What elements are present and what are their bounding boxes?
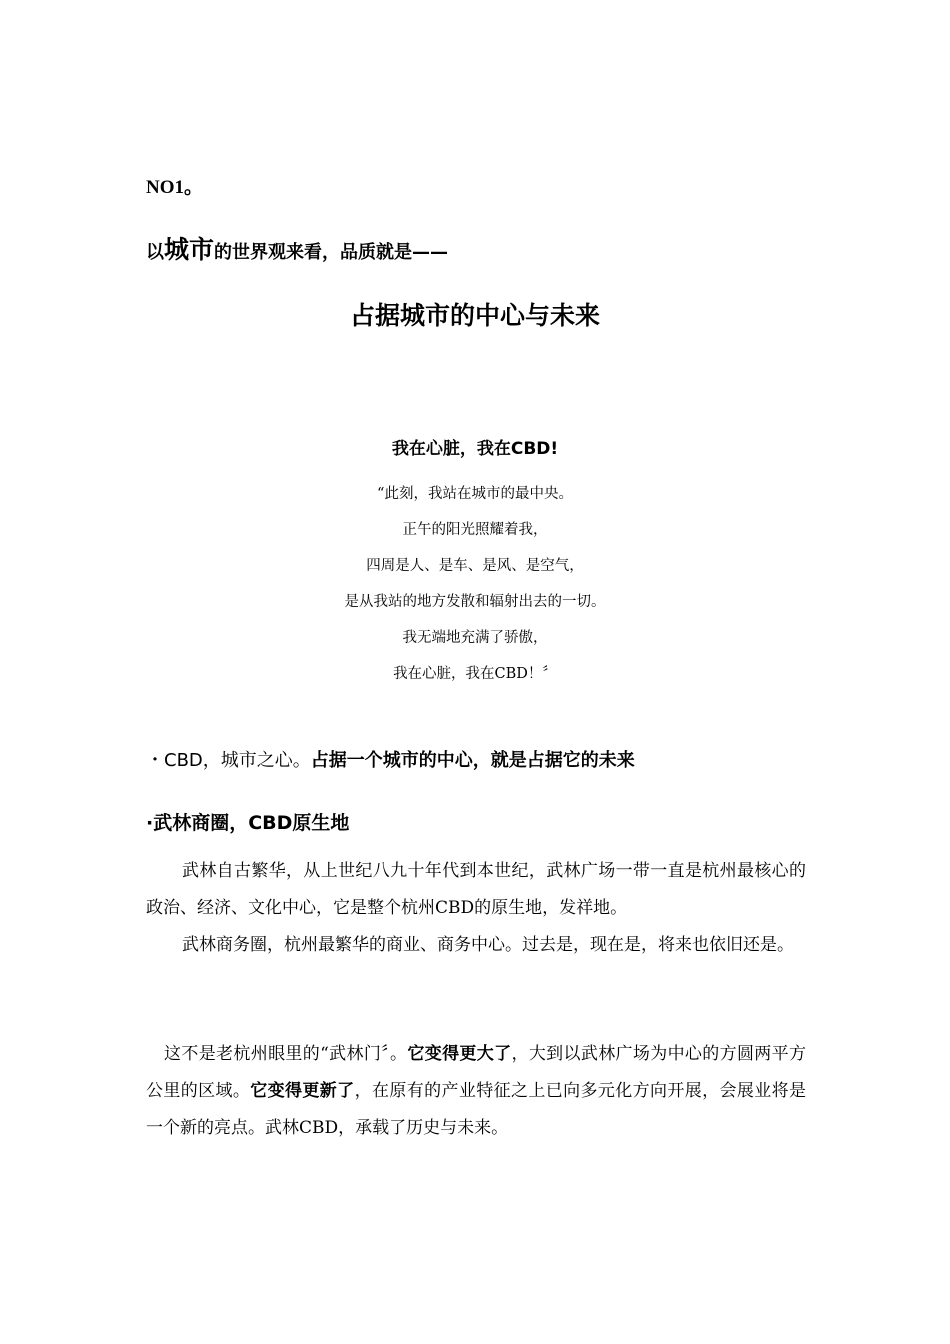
poem-line: 我无端地充满了骄傲， xyxy=(402,630,548,646)
bullet-wulin: ·武林商圈，CBD原生地 xyxy=(146,812,350,834)
poem-line: “此刻，我站在城市的最中央。 xyxy=(377,486,573,502)
paragraph-1: 武林自古繁华，从上世纪八九十年代到本世纪，武林广场一带一直是杭州最核心的政治、经济、文化中心，它是整个杭州CBD的原生地，发祥地。 xyxy=(146,861,806,918)
poem xyxy=(0,483,950,699)
paragraph-3 xyxy=(146,1036,806,1147)
poem-line: 是从我站的地方发散和辐射出去的一切。 xyxy=(344,594,606,610)
section-number: NO1。 xyxy=(146,177,204,198)
headline: 占据城市的中心与未来 xyxy=(349,301,600,330)
poem-line: 四周是人、是车、是风、是空气， xyxy=(366,558,584,574)
paragraph-3-emphasis-2: 它变得更新了 xyxy=(250,1081,355,1101)
bullet-cbd-bold: 占据一个城市的中心，就是占据它的未来 xyxy=(310,750,635,771)
paragraph-3-c: ，大到以武林广场为中心的方圆两平方公里的区域。 xyxy=(146,1044,807,1101)
bullet-cbd xyxy=(146,746,635,772)
lead-rest: 的世界观来看，品质就是—— xyxy=(214,242,449,263)
paragraph-3-a: 这不是老杭州眼里的“武林门〞。 xyxy=(164,1044,408,1064)
paragraph-3-emphasis-1: 它变得更大了 xyxy=(407,1044,512,1064)
poem-line: 我在心脏，我在CBD！〞 xyxy=(393,666,557,682)
paragraph-2: 武林商务圈，杭州最繁华的商业、商务中心。过去是，现在是，将来也依旧还是。 xyxy=(182,935,794,955)
lead-prefix: 以 xyxy=(146,242,164,263)
lead-emphasis: 城市 xyxy=(164,235,215,264)
paragraph-3-e: ，在原有的产业特征之上已向多元化方向开展，会展业将是一个新的亮点。武林CBD，承载了历史与未来。 xyxy=(146,1081,807,1138)
bullet-cbd-plain: ・CBD，城市之心。 xyxy=(146,750,311,771)
lead-line xyxy=(146,230,448,266)
poem-title: 我在心脏，我在CBD! xyxy=(391,439,559,459)
poem-line: 正午的阳光照耀着我， xyxy=(402,522,548,538)
